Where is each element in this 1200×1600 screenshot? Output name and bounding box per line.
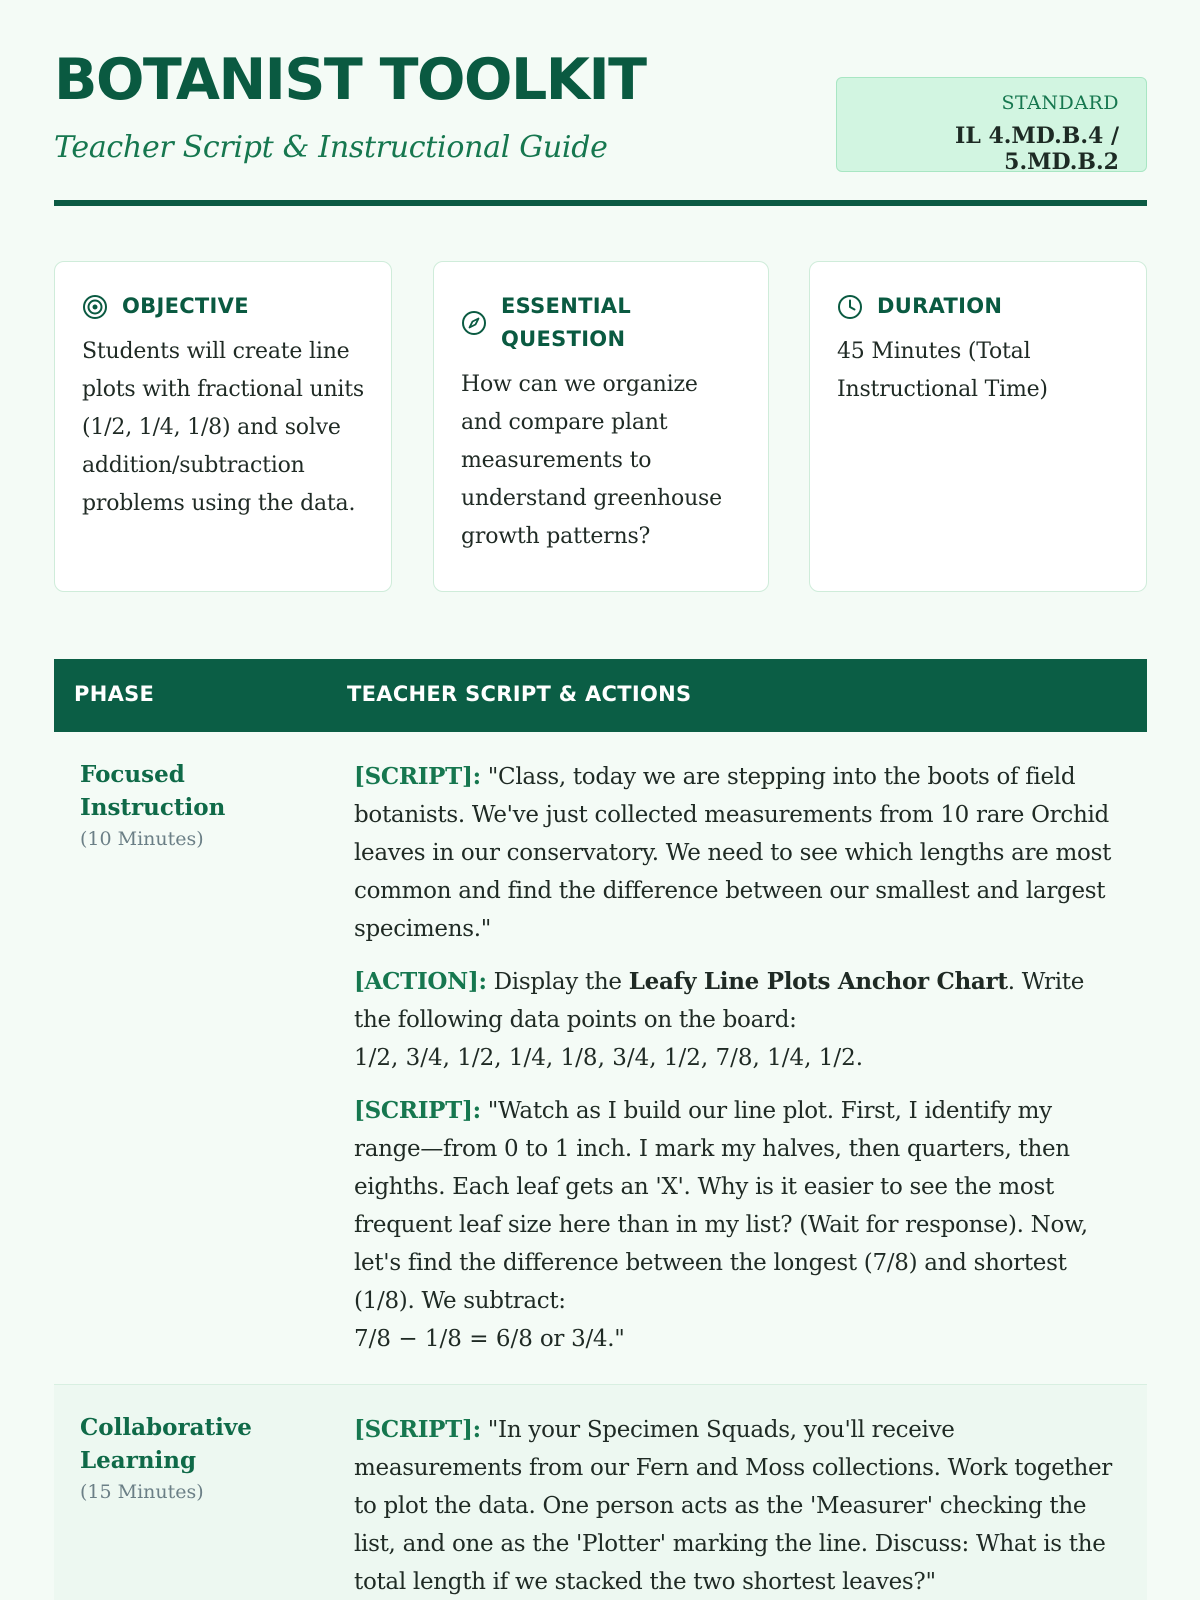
card-header	[82, 290, 364, 323]
phase-cell	[80, 1411, 310, 1503]
script-paragraph	[354, 1092, 1124, 1358]
header	[54, 0, 1147, 208]
phase-name	[80, 1411, 310, 1477]
card-header	[837, 290, 1119, 323]
subtraction-equation: 7/8 − 1/8 = 6/8	[354, 1326, 533, 1352]
card-body: 45 Minutes (Total Instructional Time)	[837, 339, 1048, 402]
column-header-phase: PHASE	[74, 682, 155, 706]
card-title: DURATION	[877, 294, 1003, 318]
script-tag: [SCRIPT]:	[354, 1416, 481, 1443]
page-subtitle: Teacher Script & Instructional Guide	[54, 130, 608, 165]
page-title: BOTANIST TOOLKIT	[54, 47, 646, 113]
phase-name-line: Learning	[80, 1447, 197, 1474]
data-points: 1/2, 3/4, 1/2, 1/4, 1/8, 3/4, 1/2, 7/8, 1/4, 1/2.	[354, 1045, 864, 1071]
script-text: or 3/4."	[539, 1326, 625, 1352]
standard-value: IL 4.MD.B.4 / 5.MD.B.2	[955, 123, 1119, 175]
script-paragraph	[354, 1411, 1124, 1600]
script-tag: [SCRIPT]:	[354, 763, 481, 790]
card-body: How can we organize and compare plant measurements to understand greenhouse growth patterns?	[461, 372, 722, 549]
essential-question-card	[433, 261, 769, 592]
script-text: "In your Specimen Squads, you'll receive measurements from our Fern and Moss collections. Work together to plot the data. One person acts as the 'Measurer' checking the list, and one as the 'Plotter' marking the line. Discuss: What is the total length if we stacked the two shortest leaves?"	[354, 1417, 1112, 1595]
script-text: "Class, today we are stepping into the boots of field botanists. We've just collected measurements from 10 rare Orchid leaves in our conservatory. We need to see which lengths are most common and find the difference between our smallest and largest specimens."	[354, 764, 1112, 942]
card-title	[501, 290, 631, 356]
card-title: OBJECTIVE	[122, 294, 249, 318]
target-icon	[82, 294, 108, 320]
script-cell	[354, 1385, 1124, 1600]
phase-cell	[80, 758, 310, 850]
header-divider	[54, 200, 1147, 206]
phase-name-line: Focused	[80, 761, 185, 788]
script-text: "Watch as I build our line plot. First, I identify my range—from 0 to 1 inch. I mark my halves, then quarters, then eighths. Each leaf gets an 'X'. Why is it easier to see the most frequent leaf size here than in my list? (Wait for response). Now, let's find the difference between the longest (7/8) and shortest (1/8). We subtract:	[354, 1098, 1088, 1314]
script-cell	[354, 732, 1124, 1384]
card-title-line: ESSENTIAL	[501, 294, 632, 318]
objective-card	[54, 261, 392, 592]
table-row	[54, 1385, 1147, 1600]
phase-name-line: Instruction	[80, 794, 226, 821]
column-header-script: TEACHER SCRIPT & ACTIONS	[347, 682, 692, 706]
lesson-table	[54, 659, 1147, 1600]
card-header	[461, 290, 741, 356]
table-header	[54, 659, 1147, 732]
phase-name	[80, 758, 310, 824]
action-paragraph	[354, 963, 1124, 1077]
standard-label: STANDARD	[1001, 92, 1119, 114]
phase-duration: (15 Minutes)	[80, 1481, 204, 1503]
table-row	[54, 732, 1147, 1385]
action-text: . Write the following data points on the board:	[354, 969, 1085, 1033]
anchor-chart-name: Leafy Line Plots Anchor Chart	[628, 968, 1008, 995]
phase-duration: (10 Minutes)	[80, 828, 204, 850]
card-body: Students will create line plots with fractional units (1/2, 1/4, 1/8) and solve addition/subtraction problems using the data.	[82, 339, 364, 516]
compass-icon	[461, 310, 487, 336]
script-tag: [SCRIPT]:	[354, 1097, 481, 1124]
standard-badge	[836, 77, 1147, 175]
info-cards	[54, 261, 1147, 592]
clock-icon	[837, 294, 863, 320]
duration-card	[809, 261, 1147, 592]
action-tag: [ACTION]:	[354, 968, 487, 995]
script-paragraph	[354, 758, 1124, 948]
card-title-line: QUESTION	[501, 327, 626, 351]
phase-name-line: Collaborative	[80, 1414, 252, 1441]
lesson-page	[54, 0, 1147, 1595]
action-text: Display the	[493, 969, 622, 995]
